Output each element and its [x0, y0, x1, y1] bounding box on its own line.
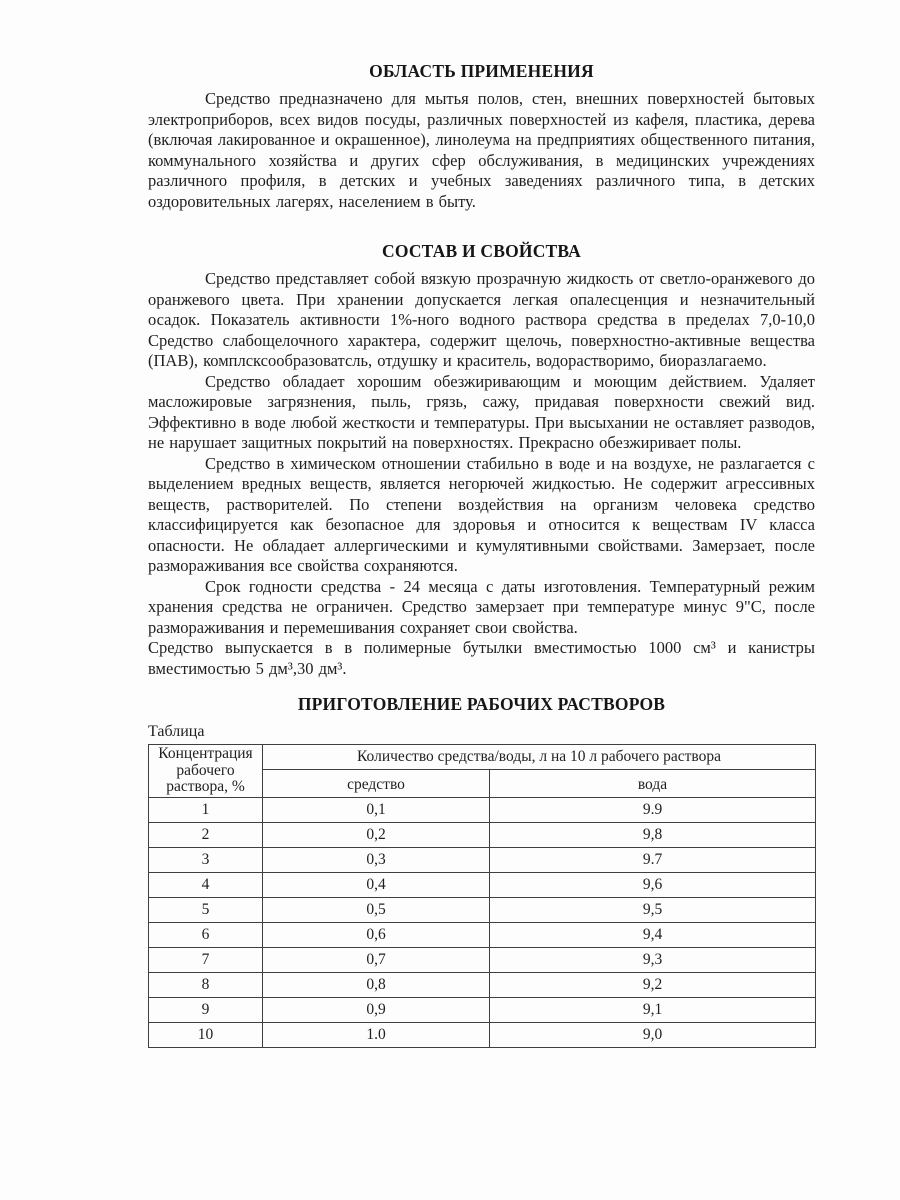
section-title-preparation: ПРИГОТОВЛЕНИЕ РАБОЧИХ РАСТВОРОВ [297, 694, 666, 714]
water-cell: 9,1 [490, 997, 816, 1022]
table-label: Таблица [148, 723, 205, 740]
water-cell: 9.9 [490, 797, 816, 822]
table-row [149, 872, 816, 897]
agent-cell: 1.0 [263, 1022, 490, 1047]
table-row [149, 922, 816, 947]
composition-paragraph-3: Средство в химическом отношении стабильно в воде и на воздухе, не разлагается с выделением вредных веществ, является негорючей жидкостью. Не содержит агрессивных веществ, растворителей. По степени воздействия на организм человека средство классифицируется как безопасное для здоровья и относится к веществам IV класса опасности. Не обладает аллергическими и кумулятивными свойствами. Замерзает, после размораживания все свойства сохраняются. [148, 453, 815, 575]
water-cell: 9,2 [490, 972, 816, 997]
water-cell: 9,6 [490, 872, 816, 897]
water-cell: 9.7 [490, 847, 816, 872]
section-title-composition: СОСТАВ И СВОЙСТВА [381, 241, 582, 261]
concentration-cell: 1 [149, 797, 263, 822]
agent-cell: 0,5 [263, 897, 490, 922]
water-subheader: вода [490, 770, 816, 797]
concentration-cell: 9 [149, 997, 263, 1022]
concentration-header: Концентрация рабочего раствора, % [149, 745, 263, 798]
concentration-cell: 3 [149, 847, 263, 872]
water-cell: 9,5 [490, 897, 816, 922]
table-row [149, 997, 816, 1022]
composition-paragraph-2: Средство обладает хорошим обезжиривающим и моющим действием. Удаляет масложировые загрязнения, пыль, грязь, сажу, придавая поверхности свежий вид. Эффективно в воде любой жесткости и температуры. При высыхании не оставляет разводов, не нарушает защитных покрытий на поверхностях. Прекрасно обезжиривает полы. [148, 371, 815, 452]
composition-paragraph-4: Срок годности средства - 24 месяца с даты изготовления. Температурный режим хранения средства не ограничен. Средство замерзает при температуре минус 9"С, после размораживания и перемешивания сохраняет свои свойства. [148, 576, 815, 637]
water-cell: 9,3 [490, 947, 816, 972]
concentration-cell: 4 [149, 872, 263, 897]
table-row [149, 972, 816, 997]
concentration-cell: 8 [149, 972, 263, 997]
section-preparation [148, 693, 815, 1048]
concentration-cell: 7 [149, 947, 263, 972]
agent-cell: 0,6 [263, 922, 490, 947]
table-row [149, 797, 816, 822]
quantity-group-header: Количество средства/воды, л на 10 л рабочего раствора [263, 745, 816, 770]
concentration-cell: 6 [149, 922, 263, 947]
water-cell: 9,4 [490, 922, 816, 947]
packaging-paragraph: Средство выпускается в в полимерные бутылки вместимостью 1000 см³ и канистры вместимостью 5 дм³,30 дм³. [148, 638, 815, 678]
composition-paragraph-1: Средство представляет собой вязкую прозрачную жидкость от светло-оранжевого до оранжевого цвета. При хранении допускается легкая опалесценция и незначительный осадок. Показатель активности 1%-ного водного раствора средства в пределах 7,0-10,0 Средство слабощелочного характера, содержит щелочь, поверхностно-активные вещества (ПАВ), комплсксообразоватсль, отдушку и краситель, водорастворимо, биоразлагаемо. [148, 269, 815, 370]
section-composition [148, 240, 815, 679]
section-title-application: ОБЛАСТЬ ПРИМЕНЕНИЯ [369, 61, 594, 81]
water-cell: 9,8 [490, 822, 816, 847]
solution-table [148, 744, 816, 1048]
concentration-cell: 10 [149, 1022, 263, 1047]
agent-cell: 0,4 [263, 872, 490, 897]
concentration-cell: 2 [149, 822, 263, 847]
table-row [149, 822, 816, 847]
table-row [149, 1022, 816, 1047]
agent-cell: 0,1 [263, 797, 490, 822]
concentration-cell: 5 [149, 897, 263, 922]
agent-subheader: средство [263, 770, 490, 797]
agent-cell: 0,7 [263, 947, 490, 972]
water-cell: 9,0 [490, 1022, 816, 1047]
table-header-row [149, 745, 816, 770]
application-paragraph: Средство предназначено для мытья полов, стен, внешних поверхностей бытовых электроприборов, всех видов посуды, различных поверхностей из кафеля, пластика, дерева (включая лакированное и окрашенное), линолеума на предприятиях общественного питания, коммунального хозяйства и других сфер обслуживания, в медицинских учреждениях различного профиля, в детских и учебных заведениях различного типа, в детских оздоровительных лагерях, населением в быту. [148, 89, 815, 211]
agent-cell: 0,9 [263, 997, 490, 1022]
agent-cell: 0,3 [263, 847, 490, 872]
table-row [149, 897, 816, 922]
table-row [149, 947, 816, 972]
section-application [148, 60, 815, 212]
agent-cell: 0,8 [263, 972, 490, 997]
table-row [149, 847, 816, 872]
agent-cell: 0,2 [263, 822, 490, 847]
